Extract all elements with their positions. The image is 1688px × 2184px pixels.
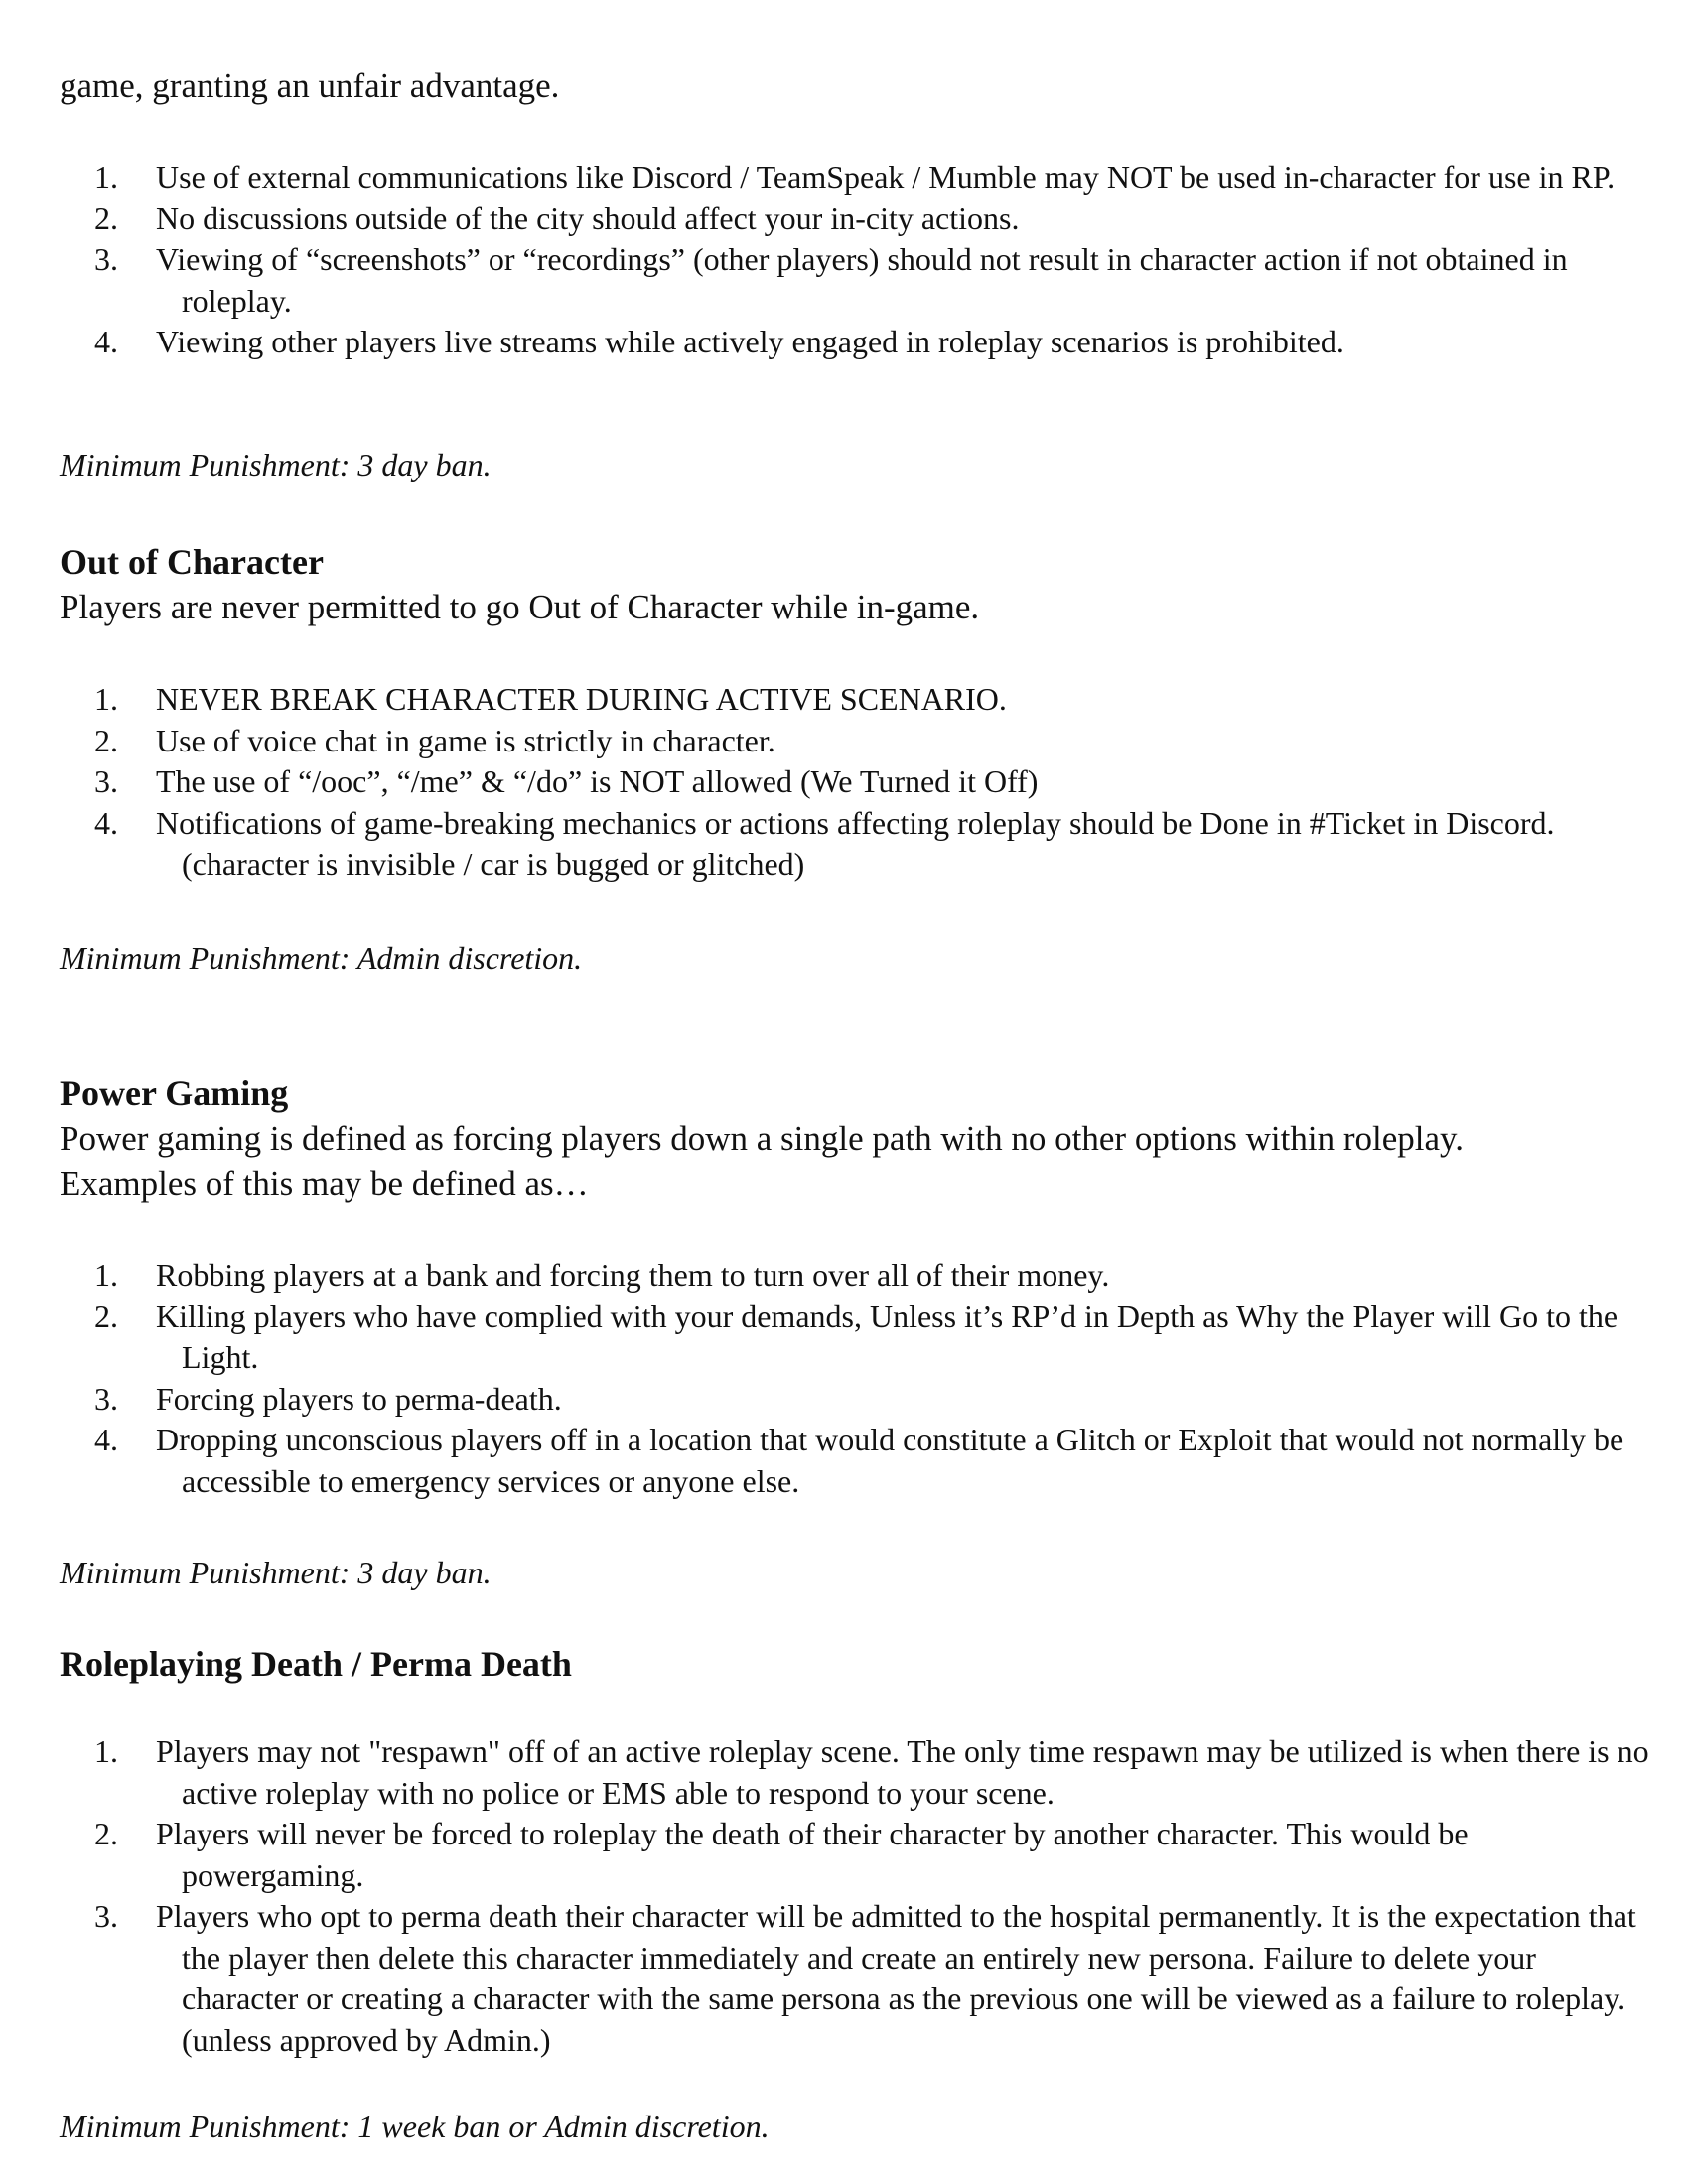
punishment-text: Minimum Punishment: Admin discretion.	[60, 940, 583, 976]
rule-list	[60, 157, 1628, 363]
intro-text: game, granting an unfair advantage.	[60, 67, 560, 105]
section-out-of-character	[60, 539, 1628, 630]
section-description: Power gaming is defined as forcing players down a single path with no other options within roleplay. Examples of this may be defined as…	[60, 1119, 1464, 1203]
list-item: 3. Viewing of “screenshots” or “recordings” (other players) should not result in character action if not obtained in roleplay.	[94, 241, 1568, 319]
section-metagaming-continued	[60, 157, 1628, 363]
list-item: 4. Viewing other players live streams while actively engaged in roleplay scenarios is prohibited.	[94, 324, 1344, 359]
section-roleplaying-death	[60, 1641, 1628, 1687]
list-item: 3. Forcing players to perma-death.	[94, 1380, 562, 1417]
list-item: 4. Notifications of game-breaking mechanics or actions affecting roleplay should be Done in #Ticket in Discord. (character is invisible / car is bugged or glitched)	[94, 804, 1555, 882]
rule-list	[60, 679, 1628, 886]
list-item: 4. Dropping unconscious players off in a location that would constitute a Glitch or Exploit that would not normally be accessible to emergency services or anyone else.	[94, 1422, 1624, 1499]
punishment-text: Minimum Punishment: 3 day ban.	[60, 447, 492, 482]
punishment-text: Minimum Punishment: 1 week ban or Admin discretion.	[60, 2109, 770, 2144]
list-item: 3. The use of “/ooc”, “/me” & “/do” is NOT allowed (We Turned it Off)	[94, 763, 1039, 799]
list-item: 1. Use of external communications like Discord / TeamSpeak / Mumble may NOT be used in-character for use in RP.	[94, 159, 1616, 195]
section-heading: Power Gaming	[60, 1073, 289, 1113]
list-item: 1. Robbing players at a bank and forcing them to turn over all of their money.	[94, 1257, 1110, 1293]
section-power-gaming-rules	[60, 1255, 1628, 1502]
list-item: 3. Players who opt to perma death their character will be admitted to the hospital permanently. It is the expectation that the player then delete this character immediately and create an entirely new persona. Failure to delete your character or creating a character with the same persona as the previous one will be viewed as a failure to roleplay. (unless approved by Admin.)	[94, 1898, 1636, 2058]
list-item: 2. Use of voice chat in game is strictly in character.	[94, 722, 775, 758]
rule-list	[60, 1255, 1628, 1502]
section-power-gaming	[60, 1070, 1628, 1207]
list-item: 2. Killing players who have complied with your demands, Unless it’s RP’d in Depth as Why the Player will Go to the Light.	[94, 1297, 1618, 1375]
section-out-of-character-rules	[60, 679, 1628, 886]
list-item: 2. Players will never be forced to roleplay the death of their character by another character. This would be powergaming.	[94, 1816, 1469, 1893]
rule-list	[60, 1731, 1649, 2061]
section-roleplaying-death-rules	[60, 1731, 1649, 2061]
punishment-text: Minimum Punishment: 3 day ban.	[60, 1555, 492, 1590]
list-item: 1. Players may not "respawn" off of an active roleplay scene. The only time respawn may be utilized is when there is no active roleplay with no police or EMS able to respond to your scene.	[94, 1733, 1649, 1811]
list-item: 2. No discussions outside of the city should affect your in-city actions.	[94, 200, 1020, 236]
section-heading: Out of Character	[60, 542, 324, 582]
list-item: 1. NEVER BREAK CHARACTER DURING ACTIVE SCENARIO.	[94, 681, 1007, 717]
section-heading: Roleplaying Death / Perma Death	[60, 1644, 572, 1684]
section-description: Players are never permitted to go Out of Character while in-game.	[60, 588, 980, 626]
